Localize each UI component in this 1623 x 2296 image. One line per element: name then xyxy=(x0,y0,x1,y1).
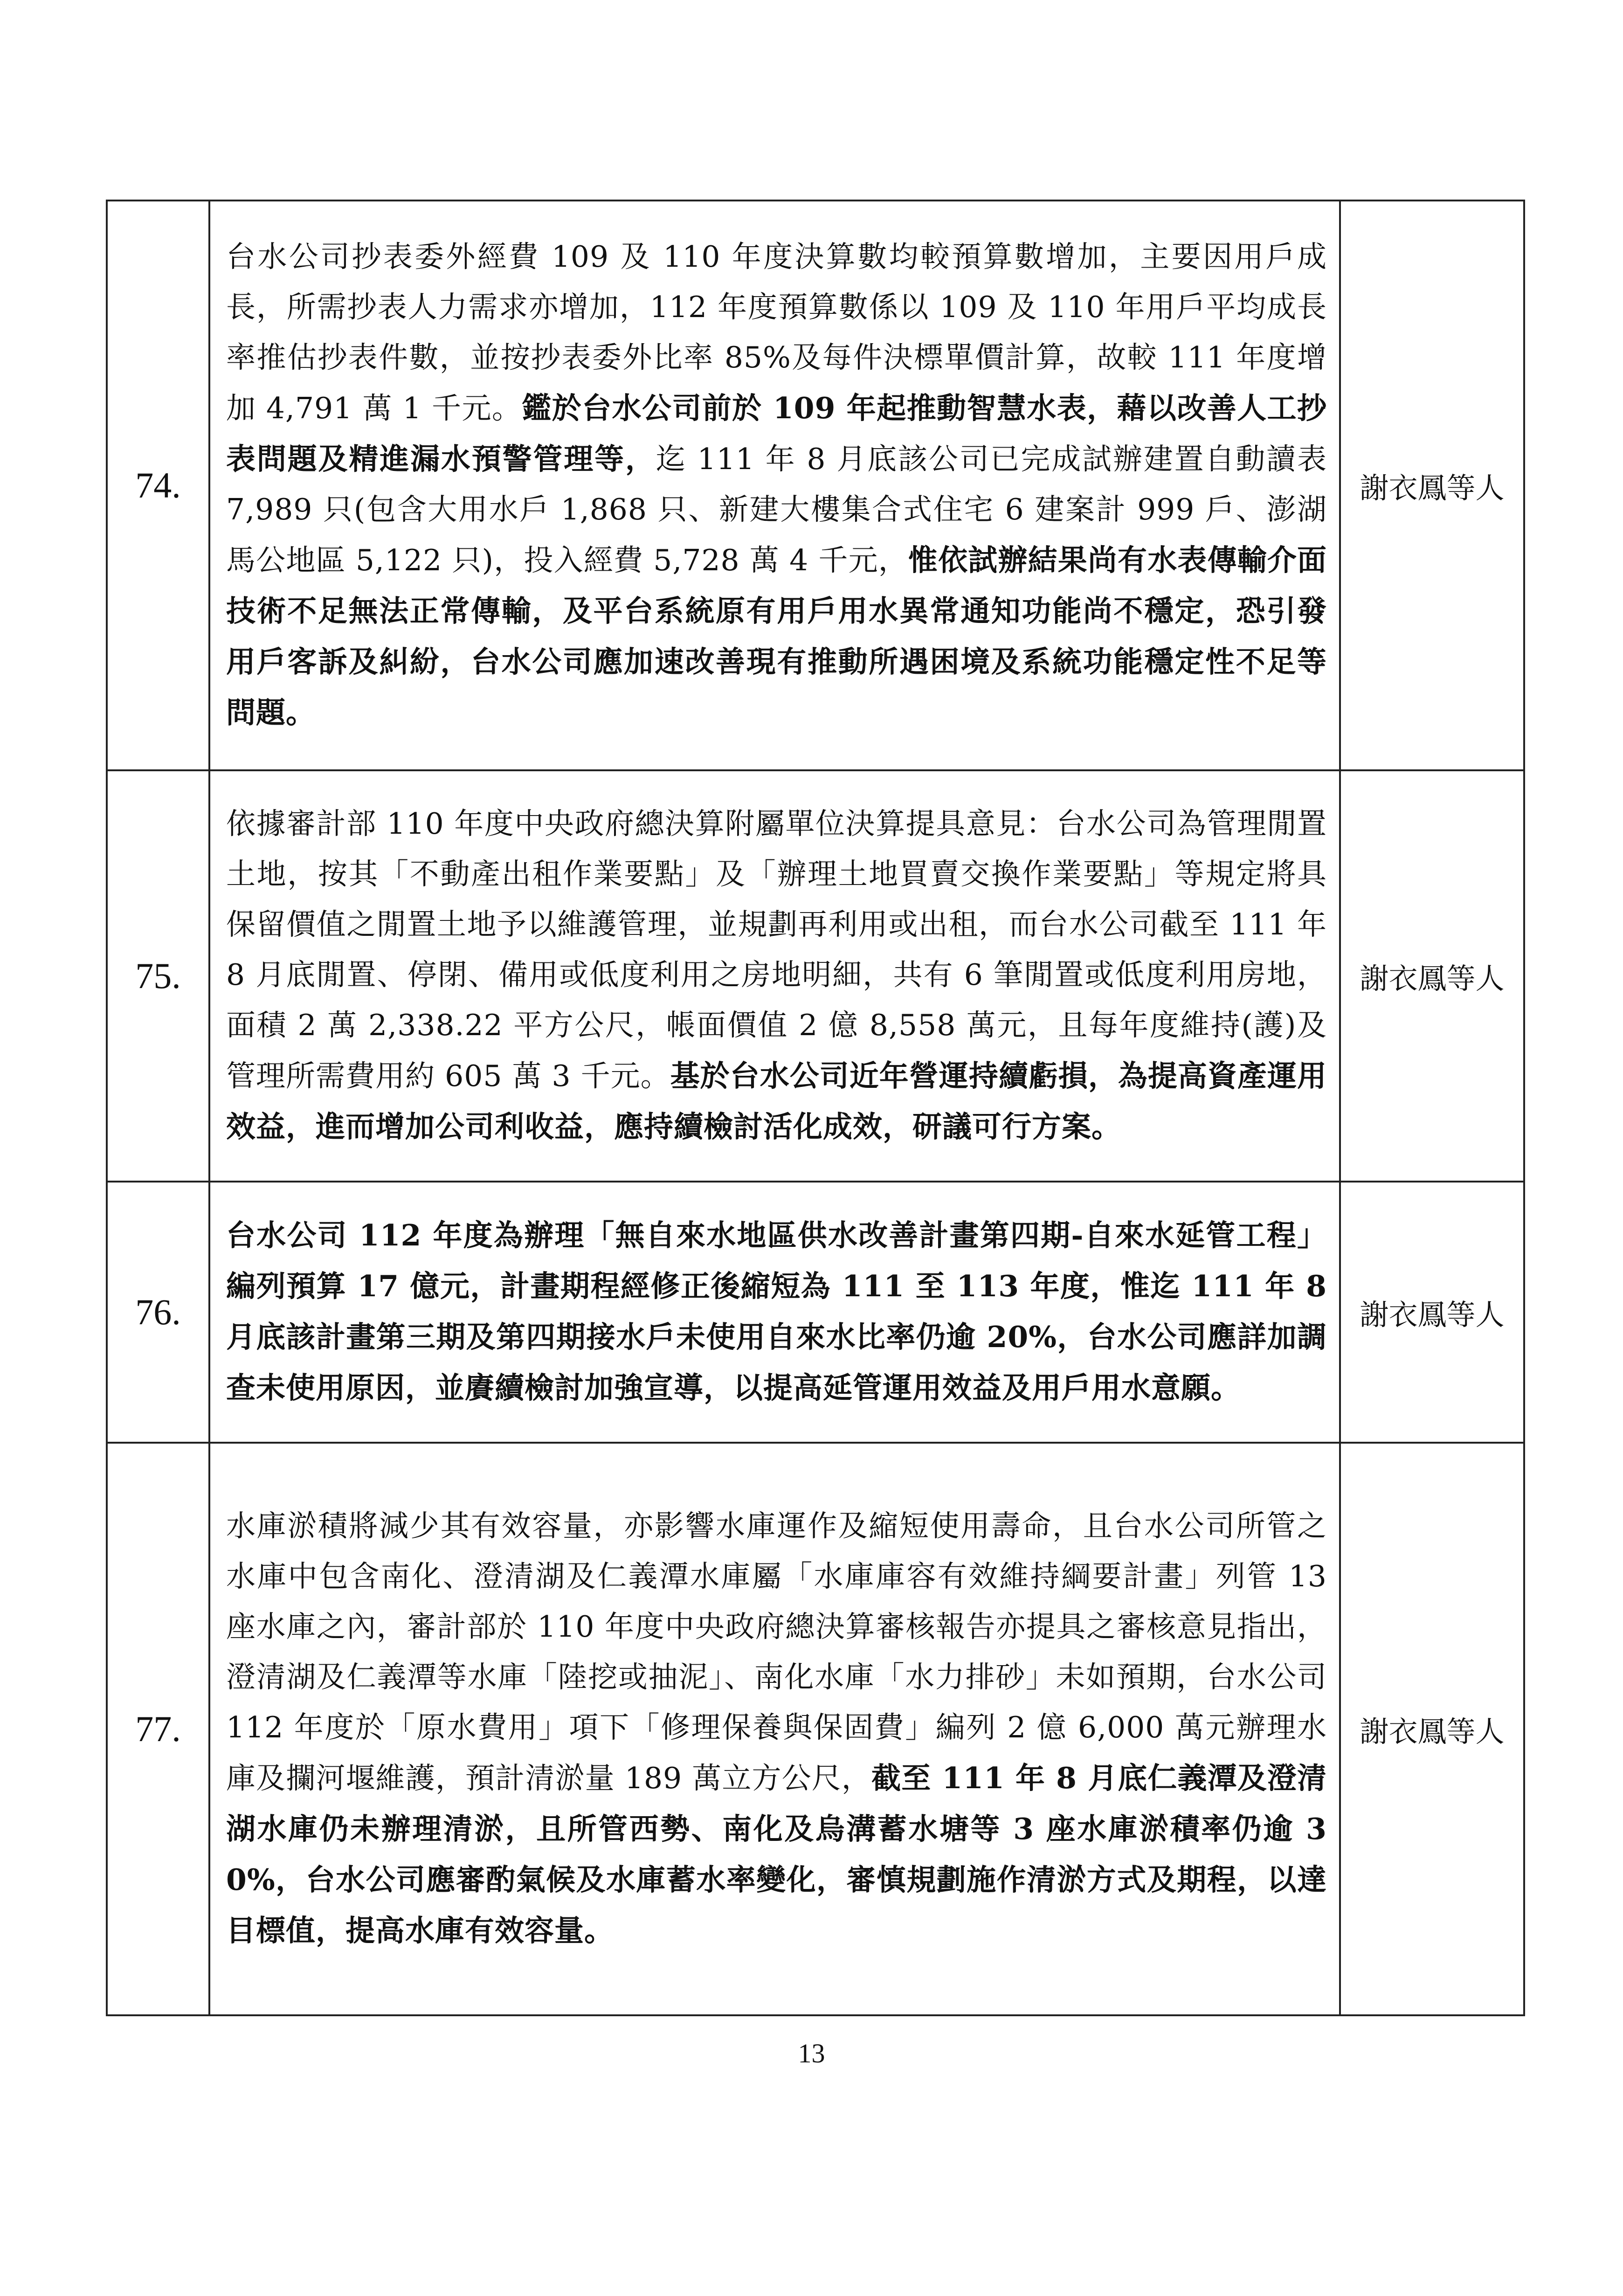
proposer: 謝衣鳳等人 xyxy=(1340,770,1524,1182)
proposal-text-plain: 水庫淤積將減少其有效容量，亦影響水庫運作及縮短使用壽命，且台水公司所管之水庫中包含南化、澄清湖及仁義潭水庫屬「水庫庫容有效維持綱要計畫」列管 13 座水庫之內，審計部於 110 年度中央政府總決算審核報告亦提具之審核意見指出，澄清湖及仁義潭等水庫「陸挖或抽泥」、南化水庫「水力排砂」未如預期，台水公司 112 年度於「原水費用」項下「修理保養與保固費」編列 2 億 6,000 萬元辦理水庫及攔河堰維護，預計清淤量 189 萬立方公尺， xyxy=(226,1509,1327,1795)
proposal-text-bold: 截至 111 年 8 月底仁義潭及澄清湖水庫仍未辦理清淤，且所管西勢、南化及烏溝蓄水塘等 3 座水庫淤積率仍逾 30%，台水公司應審酌氣候及水庫蓄水率變化，審慎規劃施作清淤方式及期程，以達目標值，提高水庫有效容量。 xyxy=(226,1761,1327,1948)
proposal-text xyxy=(209,201,1340,770)
proposal-text xyxy=(209,1443,1340,2015)
item-number: 74. xyxy=(107,201,209,770)
table-row xyxy=(107,201,1524,770)
proposer: 謝衣鳳等人 xyxy=(1340,201,1524,770)
proposer: 謝衣鳳等人 xyxy=(1340,1182,1524,1443)
proposal-text xyxy=(209,1182,1340,1443)
item-number: 77. xyxy=(107,1443,209,2015)
table-row xyxy=(107,770,1524,1182)
table-row xyxy=(107,1443,1524,2015)
proposal-table xyxy=(106,200,1525,2016)
proposer: 謝衣鳳等人 xyxy=(1340,1443,1524,2015)
proposal-text-bold: 惟依試辦結果尚有水表傳輸介面技術不足無法正常傳輸，及平台系統原有用戶用水異常通知功能尚不穩定，恐引發用戶客訴及糾紛，台水公司應加速改善現有推動所遇困境及系統功能穩定性不足等問題。 xyxy=(226,543,1327,730)
proposal-text-bold: 鑑於台水公司前於 109 年起推動智慧水表，藉以改善人工抄表問題及精進漏水預警管理等， xyxy=(226,391,1327,476)
proposal-text-bold: 基於台水公司近年營運持續虧損，為提高資產運用效益，進而增加公司利收益，應持續檢討活化成效，研議可行方案。 xyxy=(226,1058,1327,1144)
proposal-text-plain: 依據審計部 110 年度中央政府總決算附屬單位決算提具意見：台水公司為管理閒置土地，按其「不動產出租作業要點」及「辦理土地買賣交換作業要點」等規定將具保留價值之閒置土地予以維護管理，並規劃再利用或出租，而台水公司截至 111 年 8 月底閒置、停閉、備用或低度利用之房地明細，共有 6 筆閒置或低度利用房地，面積 2 萬 2,338.22 平方公尺，帳面價值 2 億 8,558 萬元，且每年度維持(護)及管理所需費用約 605 萬 3 千元。 xyxy=(226,807,1327,1093)
table-row xyxy=(107,1182,1524,1443)
page-number: 13 xyxy=(798,2038,825,2068)
item-number: 76. xyxy=(107,1182,209,1443)
proposal-text-plain: 台水公司抄表委外經費 109 及 110 年度決算數均較預算數增加，主要因用戶成長，所需抄表人力需求亦增加，112 年度預算數係以 109 及 110 年用戶平均成長率推估抄表件數，並按抄表委外比率 85%及每件決標單價計算，故較 111 年度增加 4,791 萬 1 千元。 xyxy=(226,240,1327,425)
proposal-text xyxy=(209,770,1340,1182)
proposal-text-bold: 台水公司 112 年度為辦理「無自來水地區供水改善計畫第四期-自來水延管工程」編列預算 17 億元，計畫期程經修正後縮短為 111 至 113 年度，惟迄 111 年 8 月底該計畫第三期及第四期接水戶未使用自來水比率仍逾 20%，台水公司應詳加調查未使用原因，並賡續檢討加強宣導，以提高延管運用效益及用戶用水意願。 xyxy=(226,1218,1327,1405)
proposal-text-plain: 迄 111 年 8 月底該公司已完成試辦建置自動讀表 7,989 只(包含大用水戶 1,868 只、新建大樓集合式住宅 6 建案計 999 戶、澎湖馬公地區 5,122 只)，投入經費 5,728 萬 4 千元， xyxy=(226,442,1327,577)
item-number: 75. xyxy=(107,770,209,1182)
